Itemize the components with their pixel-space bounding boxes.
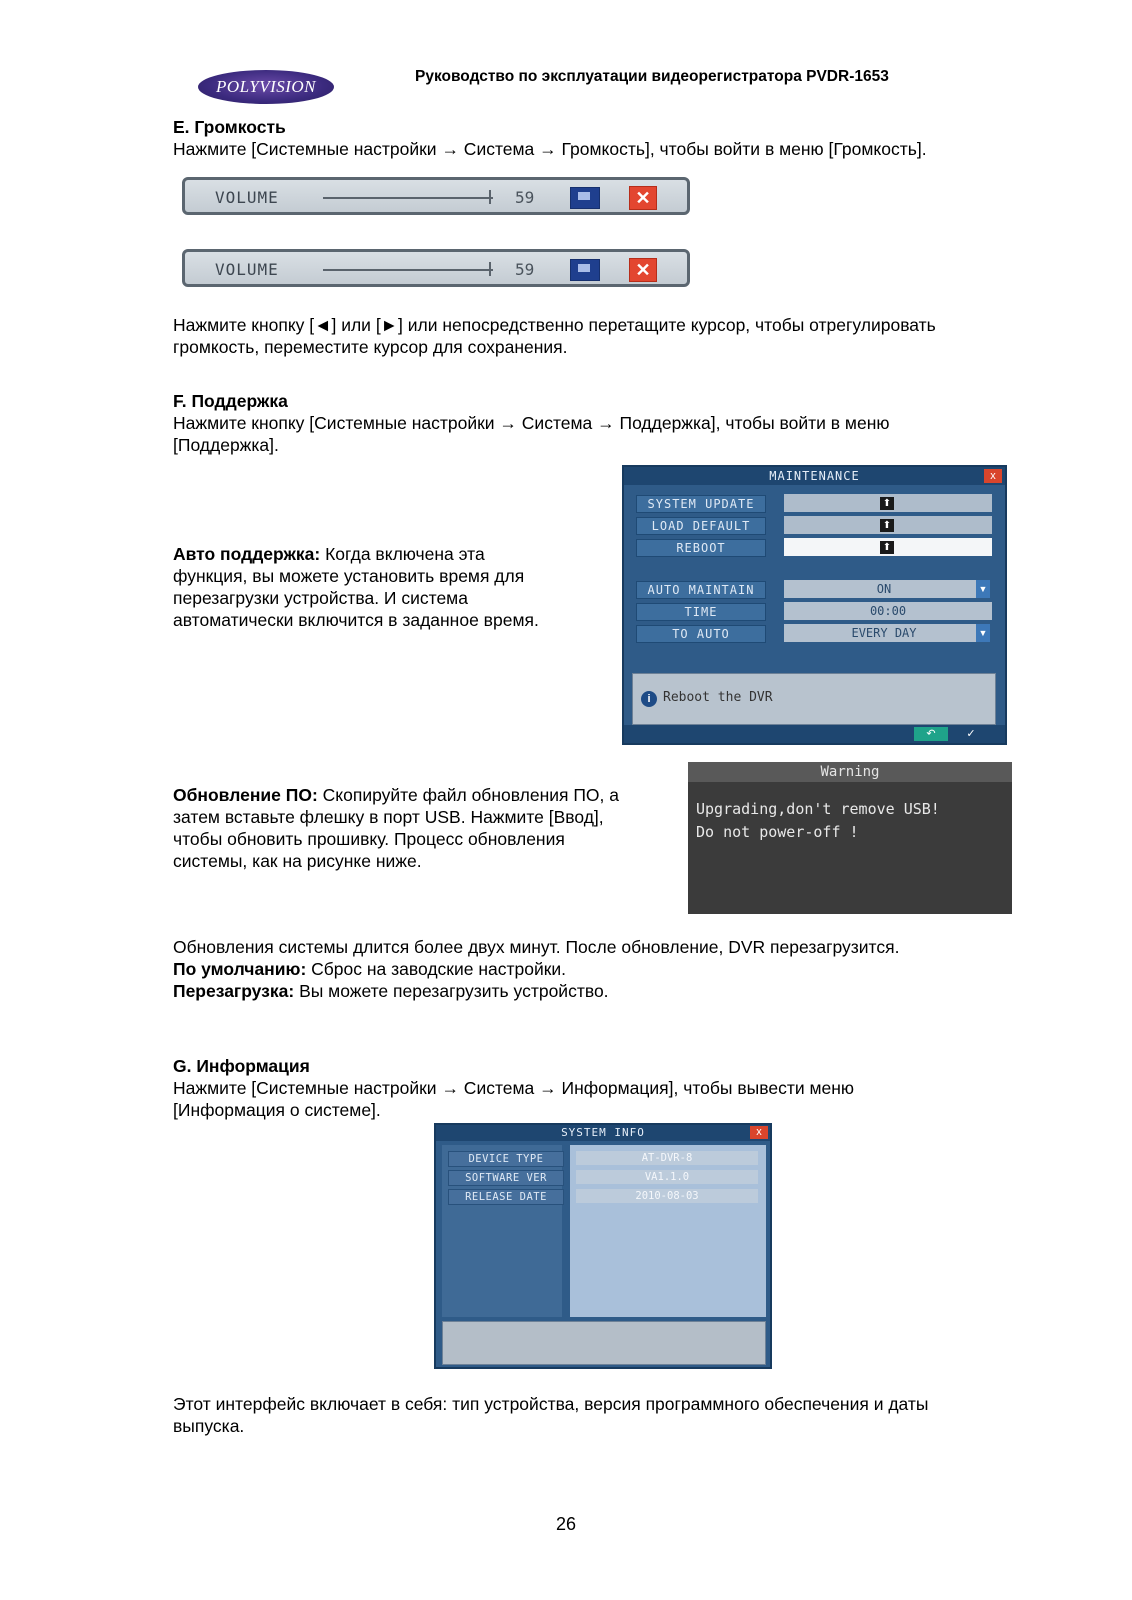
auto-maintain-term: Авто поддержка: — [173, 544, 321, 564]
maintenance-footer — [624, 725, 1005, 743]
section-e-heading: E. Громкость — [173, 117, 286, 137]
volume-bar-2 — [182, 249, 690, 287]
software-ver-label: SOFTWARE VER — [448, 1170, 564, 1186]
enter-arrow-icon[interactable]: ⬆ — [880, 541, 894, 554]
maintenance-dialog — [622, 465, 1007, 745]
page-number: 26 — [555, 1514, 577, 1534]
back-icon[interactable]: ↶ — [914, 727, 948, 741]
to-auto-select[interactable]: EVERY DAY — [784, 624, 984, 642]
section-e-intro: Нажмите [Системные настройки → Система → Громкость], чтобы войти в меню [Громкость]. — [173, 139, 927, 159]
system-info-title: SYSTEM INFO — [436, 1125, 770, 1141]
volume-slider-handle[interactable] — [489, 190, 491, 204]
warning-message-2: Do not power-off ! — [696, 823, 859, 841]
section-g-intro-1: Нажмите [Системные настройки → Система → Информация], чтобы вывести меню — [173, 1078, 855, 1098]
load-default-button[interactable]: LOAD DEFAULT — [636, 517, 766, 535]
time-label: TIME — [636, 603, 766, 621]
auto-maintain-desc-2: функция, вы можете установить время для — [173, 566, 525, 586]
update-text: Скопируйте файл обновления ПО, а — [317, 785, 619, 805]
release-date-value: 2010-08-03 — [576, 1189, 758, 1203]
update-desc-1 — [173, 784, 619, 806]
close-icon[interactable]: ✕ — [629, 258, 657, 282]
volume-slider-track[interactable] — [323, 269, 493, 271]
chevron-down-icon[interactable]: ▼ — [976, 580, 990, 598]
volume-value: 59 — [515, 188, 535, 207]
time-input[interactable]: 00:00 — [784, 602, 992, 620]
maintenance-title: MAINTENANCE — [624, 467, 1005, 485]
close-icon[interactable]: x — [750, 1126, 768, 1139]
enter-arrow-icon[interactable]: ⬆ — [880, 497, 894, 510]
to-auto-label: TO AUTO — [636, 625, 766, 643]
device-type-value: AT-DVR-8 — [576, 1151, 758, 1165]
volume-slider-handle[interactable] — [489, 262, 491, 276]
chevron-down-icon[interactable]: ▼ — [976, 624, 990, 642]
volume-label: VOLUME — [215, 260, 279, 279]
volume-label: VOLUME — [215, 188, 279, 207]
close-icon[interactable]: x — [984, 469, 1002, 483]
update-desc-4: системы, как на рисунке ниже. — [173, 851, 422, 871]
volume-slider-track[interactable] — [323, 197, 493, 199]
section-e-note-1: Нажмите кнопку [◄] или [►] или непосредственно перетащите курсор, чтобы отрегулировать — [173, 315, 936, 335]
volume-value: 59 — [515, 260, 535, 279]
section-f-intro-2: [Поддержка]. — [173, 435, 279, 455]
section-f-intro-1: Нажмите кнопку [Системные настройки → Система → Поддержка], чтобы войти в меню — [173, 413, 890, 433]
close-icon[interactable]: ✕ — [629, 186, 657, 210]
auto-maintain-text: Когда включена эта — [320, 544, 485, 564]
volume-bar-1 — [182, 177, 690, 215]
reboot-text: Вы можете перезагрузить устройство. — [294, 981, 609, 1001]
warning-title: Warning — [688, 762, 1012, 782]
auto-maintain-desc-3: перезагрузки устройства. И система — [173, 588, 468, 608]
update-desc-3: чтобы обновить прошивку. Процесс обновления — [173, 829, 565, 849]
default-desc — [173, 958, 566, 980]
reboot-desc — [173, 980, 609, 1002]
section-f-heading: F. Поддержка — [173, 391, 288, 411]
document-title: Руководство по эксплуатации видеорегистратора PVDR-1653 — [415, 68, 889, 85]
info-icon: i — [641, 691, 657, 707]
device-type-label: DEVICE TYPE — [448, 1151, 564, 1167]
section-g-heading: G. Информация — [173, 1056, 310, 1076]
polyvision-logo: POLYVISION — [198, 70, 334, 104]
auto-maintain-desc-4: автоматически включится в заданное время. — [173, 610, 539, 630]
warning-dialog — [688, 762, 1012, 914]
maintenance-status-text: Reboot the DVR — [663, 690, 773, 705]
maintenance-status-panel — [632, 673, 996, 725]
system-update-button[interactable]: SYSTEM UPDATE — [636, 495, 766, 513]
save-icon[interactable] — [570, 259, 600, 281]
section-g-intro-2: [Информация о системе]. — [173, 1100, 381, 1120]
default-text: Сброс на заводские настройки. — [306, 959, 567, 979]
after-update-text: Обновления системы длится более двух минут. После обновление, DVR перезагрузится. — [173, 937, 900, 957]
confirm-icon[interactable]: ✓ — [954, 727, 988, 741]
system-info-values-panel — [570, 1145, 766, 1317]
system-info-status-panel — [442, 1321, 766, 1365]
software-ver-value: VA1.1.0 — [576, 1170, 758, 1184]
enter-arrow-icon[interactable]: ⬆ — [880, 519, 894, 532]
update-term: Обновление ПО: — [173, 785, 318, 805]
auto-maintain-label: AUTO MAINTAIN — [636, 581, 766, 599]
system-info-dialog — [434, 1123, 772, 1369]
update-desc-2: затем вставьте флешку в порт USB. Нажмите [Ввод], — [173, 807, 604, 827]
auto-maintain-desc-1 — [173, 543, 485, 565]
section-g-outro-2: выпуска. — [173, 1416, 245, 1436]
auto-maintain-select[interactable]: ON — [784, 580, 984, 598]
section-e-note-2: громкость, переместите курсор для сохранения. — [173, 337, 568, 357]
section-g-outro-1: Этот интерфейс включает в себя: тип устройства, версия программного обеспечения и даты — [173, 1394, 929, 1414]
reboot-term: Перезагрузка: — [173, 981, 295, 1001]
release-date-label: RELEASE DATE — [448, 1189, 564, 1205]
default-term: По умолчанию: — [173, 959, 307, 979]
save-icon[interactable] — [570, 187, 600, 209]
reboot-button[interactable]: REBOOT — [636, 539, 766, 557]
warning-message-1: Upgrading,don't remove USB! — [696, 800, 940, 818]
system-info-labels-panel — [442, 1145, 562, 1317]
